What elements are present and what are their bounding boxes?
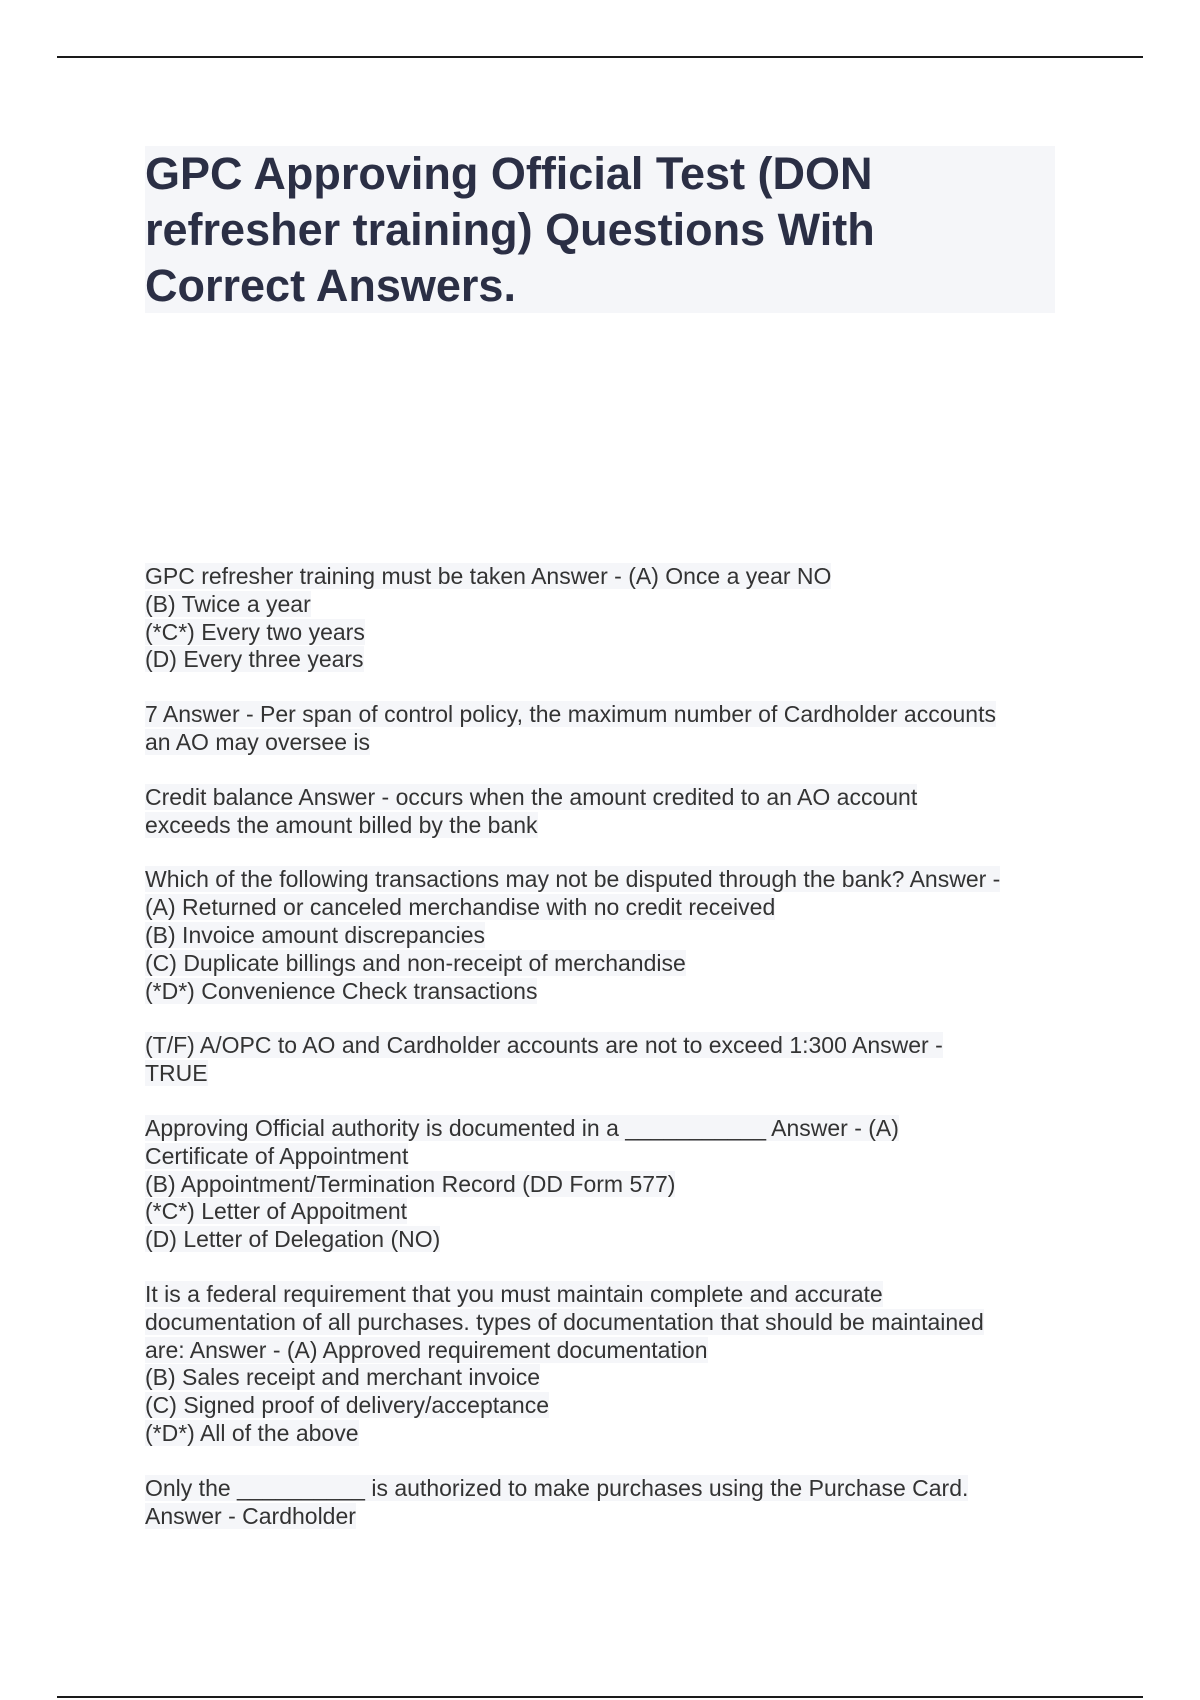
qa-line: It is a federal requirement that you must maintain complete and accurate bbox=[145, 1280, 883, 1307]
qa-line: (*C*) Letter of Appoitment bbox=[145, 1198, 408, 1225]
qa-line: (D) Every three years bbox=[145, 646, 364, 673]
bottom-rule bbox=[57, 1696, 1143, 1698]
qa-line: are: Answer - (A) Approved requirement documentation bbox=[145, 1336, 708, 1363]
qa-line: Only the __________ is authorized to make purchases using the Purchase Card. bbox=[145, 1474, 969, 1501]
top-rule bbox=[57, 56, 1143, 58]
qa-line: Which of the following transactions may not be disputed through the bank? Answer - bbox=[145, 866, 1001, 893]
qa-line: GPC refresher training must be taken Answer - (A) Once a year NO bbox=[145, 563, 832, 589]
qa-line: exceeds the amount billed by the bank bbox=[145, 811, 538, 838]
qa-line: Certificate of Appointment bbox=[145, 1142, 409, 1169]
qa-line: (D) Letter of Delegation (NO) bbox=[145, 1226, 441, 1253]
title-block bbox=[145, 146, 1055, 313]
qa-line: Answer - Cardholder bbox=[145, 1502, 356, 1529]
qa-line: documentation of all purchases. types of documentation that should be maintained bbox=[145, 1308, 984, 1335]
qa-line: Approving Official authority is documented in a ___________ Answer - (A) bbox=[145, 1114, 899, 1141]
qa-item bbox=[145, 866, 1065, 1005]
qa-item bbox=[145, 1115, 1065, 1254]
qa-item bbox=[145, 563, 1065, 674]
qa-line: an AO may oversee is bbox=[145, 728, 370, 755]
qa-line: (B) Invoice amount discrepancies bbox=[145, 921, 486, 948]
qa-line: (*D*) Convenience Check transactions bbox=[145, 977, 538, 1004]
qa-line: (T/F) A/OPC to AO and Cardholder accounts are not to exceed 1:300 Answer - bbox=[145, 1032, 943, 1059]
qa-list bbox=[145, 563, 1065, 1557]
title-line: GPC Approving Official Test (DON bbox=[145, 148, 873, 199]
title-line: Correct Answers. bbox=[145, 260, 516, 311]
qa-line: (B) Appointment/Termination Record (DD Form 577) bbox=[145, 1170, 676, 1197]
qa-line: (A) Returned or canceled merchandise with no credit received bbox=[145, 894, 776, 921]
qa-line: Credit balance Answer - occurs when the amount credited to an AO account bbox=[145, 783, 918, 810]
qa-line: 7 Answer - Per span of control policy, the maximum number of Cardholder accounts bbox=[145, 701, 996, 728]
qa-line: (B) Twice a year bbox=[145, 590, 311, 617]
qa-item bbox=[145, 1475, 1065, 1531]
title-line: refresher training) Questions With bbox=[145, 204, 875, 255]
qa-line: (*D*) All of the above bbox=[145, 1419, 359, 1446]
qa-item bbox=[145, 784, 1065, 840]
qa-item bbox=[145, 1032, 1065, 1088]
qa-line: TRUE bbox=[145, 1060, 208, 1087]
qa-item bbox=[145, 1281, 1065, 1448]
qa-line: (B) Sales receipt and merchant invoice bbox=[145, 1364, 541, 1391]
qa-line: (C) Signed proof of delivery/acceptance bbox=[145, 1392, 549, 1419]
qa-line: (*C*) Every two years bbox=[145, 618, 365, 645]
qa-item bbox=[145, 701, 1065, 757]
document-title bbox=[145, 146, 1055, 314]
qa-line: (C) Duplicate billings and non-receipt of merchandise bbox=[145, 949, 686, 976]
